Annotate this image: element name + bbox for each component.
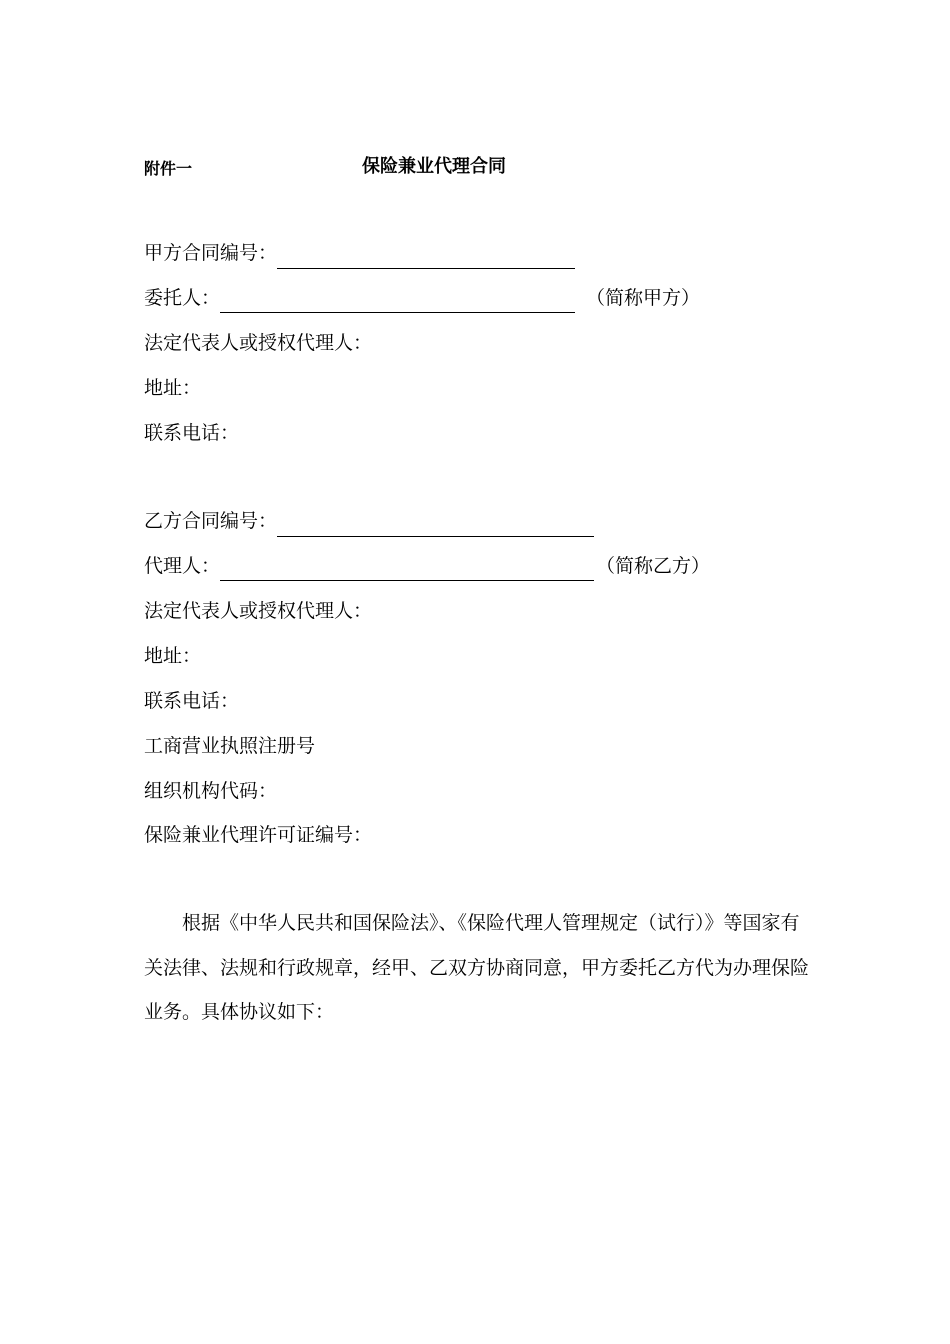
party-b-phone-label: 联系电话： — [144, 690, 240, 712]
party-a-address-label: 地址： — [144, 377, 202, 399]
party-b-business-license-label: 工商营业执照注册号 — [144, 735, 316, 757]
party-b-contract-no-label: 乙方合同编号： — [144, 510, 278, 532]
party-b-agent-label: 代理人： — [144, 555, 221, 577]
preamble-line-2: 关法律、法规和行政规章，经甲、乙双方协商同意，甲方委托乙方代为办理保险 — [144, 957, 810, 979]
party-b-legal-rep-label: 法定代表人或授权代理人： — [144, 600, 373, 622]
party-a-principal-note: （简称甲方） — [586, 287, 701, 309]
preamble-line-3: 业务。具体协议如下： — [144, 1001, 335, 1023]
party-b-license-no-label: 保险兼业代理许可证编号： — [144, 824, 373, 846]
document-title: 保险兼业代理合同 — [362, 156, 506, 177]
party-a-principal-line — [220, 312, 575, 313]
party-b-agent-note: （简称乙方） — [596, 555, 711, 577]
party-a-principal-label: 委托人： — [144, 287, 221, 309]
party-b-agent-line — [220, 580, 594, 581]
annex-label: 附件一 — [144, 159, 193, 178]
party-a-legal-rep-label: 法定代表人或授权代理人： — [144, 332, 373, 354]
party-b-org-code-label: 组织机构代码： — [144, 780, 278, 802]
preamble-line-1: 根据《中华人民共和国保险法》、《保险代理人管理规定（试行）》等国家有 — [182, 912, 800, 934]
party-b-contract-no-line — [277, 536, 594, 537]
party-b-address-label: 地址： — [144, 645, 202, 667]
party-a-phone-label: 联系电话： — [144, 422, 240, 444]
party-a-contract-no-label: 甲方合同编号： — [144, 242, 278, 264]
party-a-contract-no-line — [277, 268, 575, 269]
